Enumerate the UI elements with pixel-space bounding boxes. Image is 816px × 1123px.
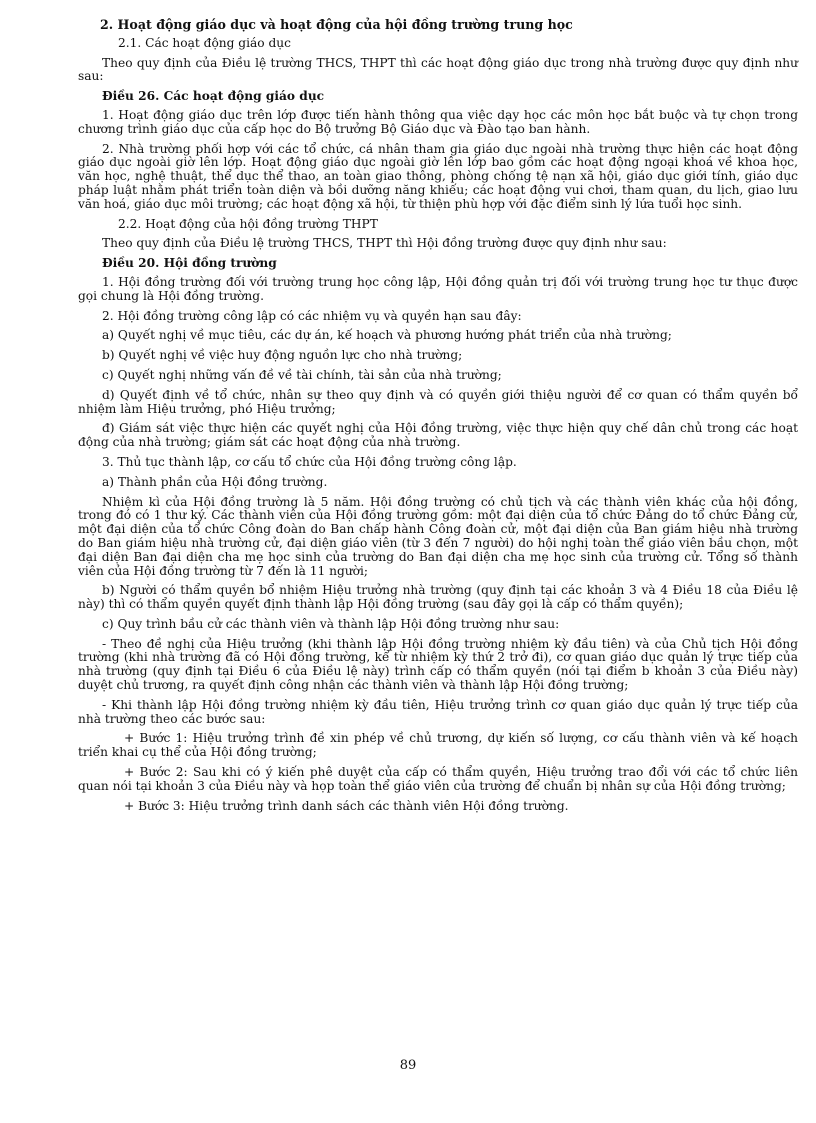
article-20-item-a: a) Quyết nghị về mục tiêu, các dự án, kế hoạch và phương hướng phát triển của nhà trường; [102,328,672,343]
article-20-clause-3-item-b: b) Người có thẩm quyền bổ nhiệm Hiệu trưởng nhà trường (quy định tại các khoản 3 và 4 Điều 18 của Điều lệ này) thì có thẩm quyền quyết định thành lập Hội đồng trường (sau đây gọi là cấp có thẩm quyền); [78,583,798,612]
subsection-heading-2: 2.2. Hoạt động của hội đồng trường THPT [118,216,378,231]
document-page [78,18,798,819]
procedure-dash-1: - Theo đề nghị của Hiệu trưởng (khi thành lập Hội đồng trường nhiệm kỳ đầu tiên) và của Chủ tịch Hội đồng trường (khi nhà trường đã có Hội đồng trường, kể từ nhiệm kỳ thứ 2 trở đi), cơ quan giáo dục quản lý trực tiếp của nhà trường (quy định tại Điều 6 của Điều lệ này) trình cấp có thẩm quyền (nói tại điểm b khoản 3 của Điều này) duyệt chủ trương, ra quyết định công nhận các thành viên và thành lập Hội đồng trường; [78,636,798,693]
article-26-heading: Điều 26. Các hoạt động giáo dục [102,89,325,104]
procedure-step-2: + Bước 2: Sau khi có ý kiến phê duyệt của cấp có thẩm quyền, Hiệu trưởng trao đổi với các tổ chức liên quan nói tại khoản 3 của Điều này và họp toàn thể giáo viên của trường để chuẩn bị nhân sự của Hội đồng trường; [78,765,798,793]
article-20-item-b: b) Quyết nghị về việc huy động nguồn lực cho nhà trường; [102,348,463,363]
article-26-clause-1: 1. Hoạt động giáo dục trên lớp được tiến hành thông qua việc dạy học các môn học bắt buộc và tự chọn trong chương trình giáo dục của cấp học do Bộ trưởng Bộ Giáo dục và Đào tạo ban hành. [78,107,798,136]
procedure-dash-2: - Khi thành lập Hội đồng trường nhiệm kỳ đầu tiên, Hiệu trưởng trình cơ quan giáo dục quản lý trực tiếp của nhà trường theo các bước sau: [78,697,798,726]
article-20-heading: Điều 20. Hội đồng trường [102,256,277,271]
article-20-clause-2: 2. Hội đồng trường công lập có các nhiệm vụ và quyền hạn sau đây: [102,308,522,323]
procedure-step-1: + Bước 1: Hiệu trưởng trình đề xin phép về chủ trương, dự kiến số lượng, cơ cấu thành viên và kế hoạch triển khai cụ thể của Hội đồng trường; [78,731,798,760]
procedure-step-3: + Bước 3: Hiệu trưởng trình danh sách các thành viên Hội đồng trường. [124,798,569,813]
subsection-heading-1: 2.1. Các hoạt động giáo dục [118,35,291,50]
intro-paragraph-2: Theo quy định của Điều lệ trường THCS, THPT thì Hội đồng trường được quy định như sau: [102,236,667,251]
article-20-item-dd: đ) Giám sát việc thực hiện các quyết nghị của Hội đồng trường, việc thực hiện quy chế dân chủ trong các hoạt động của nhà trường; giám sát các hoạt động của nhà trường. [78,421,798,450]
term-paragraph: Nhiệm kì của Hội đồng trường là 5 năm. Hội đồng trường có chủ tịch và các thành viên khác của hội đồng, trong đó có 1 thư ký. Các thành viên của Hội đồng trường gồm: một đại diện của tổ chức Đảng do tổ chức Đảng cử, một đại diện của tổ chức Công đoàn do Ban chấp hành Công đoàn cử, một đại diện của Ban giám hiệu nhà trường do Ban giám hiệu nhà trường cử, đại diện giáo viên (từ 3 đến 7 người) do hội nghị toàn thể giáo viên bầu chọn, một đại diện Ban đại diện cha mẹ học sinh của trường do Ban đại diện cha mẹ học sinh của trường cử. Tổng số thành viên của Hội đồng trường từ 7 đến là 11 người; [78,494,798,578]
article-20-clause-3-item-c: c) Quy trình bầu cử các thành viên và thành lập Hội đồng trường như sau: [102,616,560,631]
section-heading: 2. Hoạt động giáo dục và hoạt động của hội đồng trường trung học [100,17,573,32]
article-20-item-d: d) Quyết định về tổ chức, nhân sự theo quy định và có quyền giới thiệu người để cơ quan có thẩm quyền bổ nhiệm làm Hiệu trưởng, phó Hiệu trưởng; [78,387,798,416]
article-26-clause-2: 2. Nhà trường phối hợp với các tổ chức, cá nhân tham gia giáo dục ngoài nhà trường thực hiện các hoạt động giáo dục ngoài giờ lên lớp. Hoạt động giáo dục ngoài giờ lên lớp bao gồm các hoạt động ngoại khoá về khoa học, văn học, nghệ thuật, thể dục thể thao, an toàn giao thông, phòng chống tệ nạn xã hội, giáo dục giới tính, giáo dục pháp luật nhằm phát triển toàn diện và bồi dưỡng năng khiếu; các hoạt động vui chơi, tham quan, du lịch, giao lưu văn hoá, giáo dục môi trường; các hoạt động xã hội, từ thiện phù hợp với đặc điểm sinh lý lứa tuổi học sinh. [78,141,798,211]
article-20-clause-3-item-a: a) Thành phần của Hội đồng trường. [102,474,328,489]
intro-paragraph-1: Theo quy định của Điều lệ trường THCS, THPT thì các hoạt động giáo dục trong nhà trường được quy định như sau: [78,55,798,84]
article-20-clause-1: 1. Hội đồng trường đối với trường trung học công lập, Hội đồng quản trị đối với trường trung học tư thục được gọi chung là Hội đồng trường. [78,274,798,303]
article-20-clause-3: 3. Thủ tục thành lập, cơ cấu tổ chức của Hội đồng trường công lập. [102,454,517,469]
article-20-item-c: c) Quyết nghị những vấn đề về tài chính, tài sản của nhà trường; [102,367,502,382]
page-number: 89 [399,1058,417,1073]
